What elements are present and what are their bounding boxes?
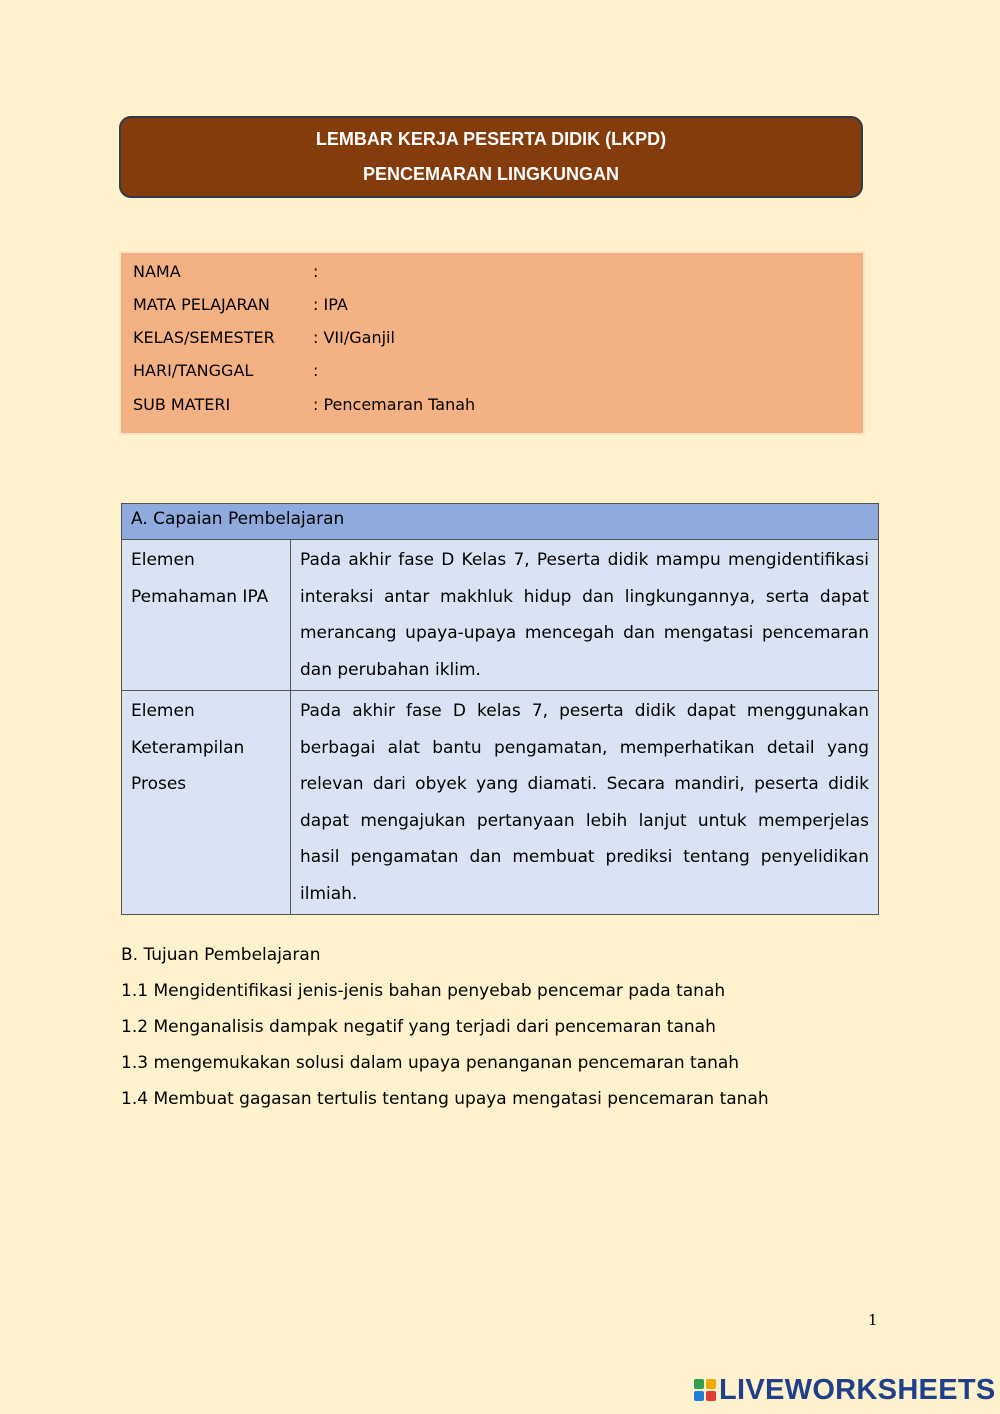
info-label: HARI/TANGGAL	[133, 361, 254, 380]
info-value: : Pencemaran Tanah	[313, 395, 476, 414]
logo-square	[694, 1391, 704, 1401]
info-value: : IPA	[313, 295, 348, 314]
list-item: 1.2 Menganalisis dampak negatif yang terjadi dari pencemaran tanah	[121, 1017, 716, 1037]
document-subtitle: PENCEMARAN LINGKUNGAN	[363, 164, 619, 184]
info-label: KELAS/SEMESTER	[133, 328, 275, 347]
table-row	[122, 691, 879, 915]
tujuan-heading: B. Tujuan Pembelajaran	[121, 945, 321, 965]
logo-square	[694, 1379, 704, 1389]
row-label: Elemen Pemahaman IPA	[122, 540, 291, 691]
info-value: : VII/Ganjil	[313, 328, 395, 347]
title-box	[119, 116, 863, 198]
list-item: 1.3 mengemukakan solusi dalam upaya penanganan pencemaran tanah	[121, 1053, 740, 1073]
tujuan-section	[121, 937, 769, 1117]
info-value: :	[313, 262, 319, 281]
info-label: SUB MATERI	[133, 395, 231, 414]
logo-square	[706, 1391, 716, 1401]
row-description: Pada akhir fase D Kelas 7, Peserta didik mampu mengidentifikasi interaksi antar makhluk hidup dan lingkungannya, serta dapat merancang upaya-upaya mencegah dan mengatasi pencemaran dan perubahan iklim.	[291, 540, 879, 691]
liveworksheets-logo[interactable]	[694, 1374, 996, 1406]
info-label: MATA PELAJARAN	[133, 295, 270, 314]
identity-box	[119, 251, 865, 435]
list-item: 1.4 Membuat gagasan tertulis tentang upaya mengatasi pencemaran tanah	[121, 1089, 769, 1109]
info-label: NAMA	[133, 262, 181, 281]
logo-text: LIVEWORKSHEETS	[719, 1373, 996, 1406]
logo-square	[706, 1379, 716, 1389]
document-title: LEMBAR KERJA PESERTA DIDIK (LKPD)	[315, 129, 667, 149]
page-number: 1	[868, 1311, 878, 1329]
logo-grid-icon	[694, 1379, 716, 1401]
capaian-heading: A. Capaian Pembelajaran	[122, 504, 879, 540]
row-label: Elemen Keterampilan Proses	[122, 691, 291, 915]
capaian-table	[121, 503, 879, 915]
list-item: 1.1 Mengidentifikasi jenis-jenis bahan penyebab pencemar pada tanah	[121, 981, 726, 1001]
info-value: :	[313, 361, 319, 380]
table-row	[122, 540, 879, 691]
row-description: Pada akhir fase D kelas 7, peserta didik dapat menggunakan berbagai alat bantu pengamatan, memperhatikan detail yang relevan dari obyek yang diamati. Secara mandiri, peserta didik dapat mengajukan pertanyaan lebih lanjut untuk memperjelas hasil pengamatan dan membuat prediksi tentang penyelidikan ilmiah.	[291, 691, 879, 915]
